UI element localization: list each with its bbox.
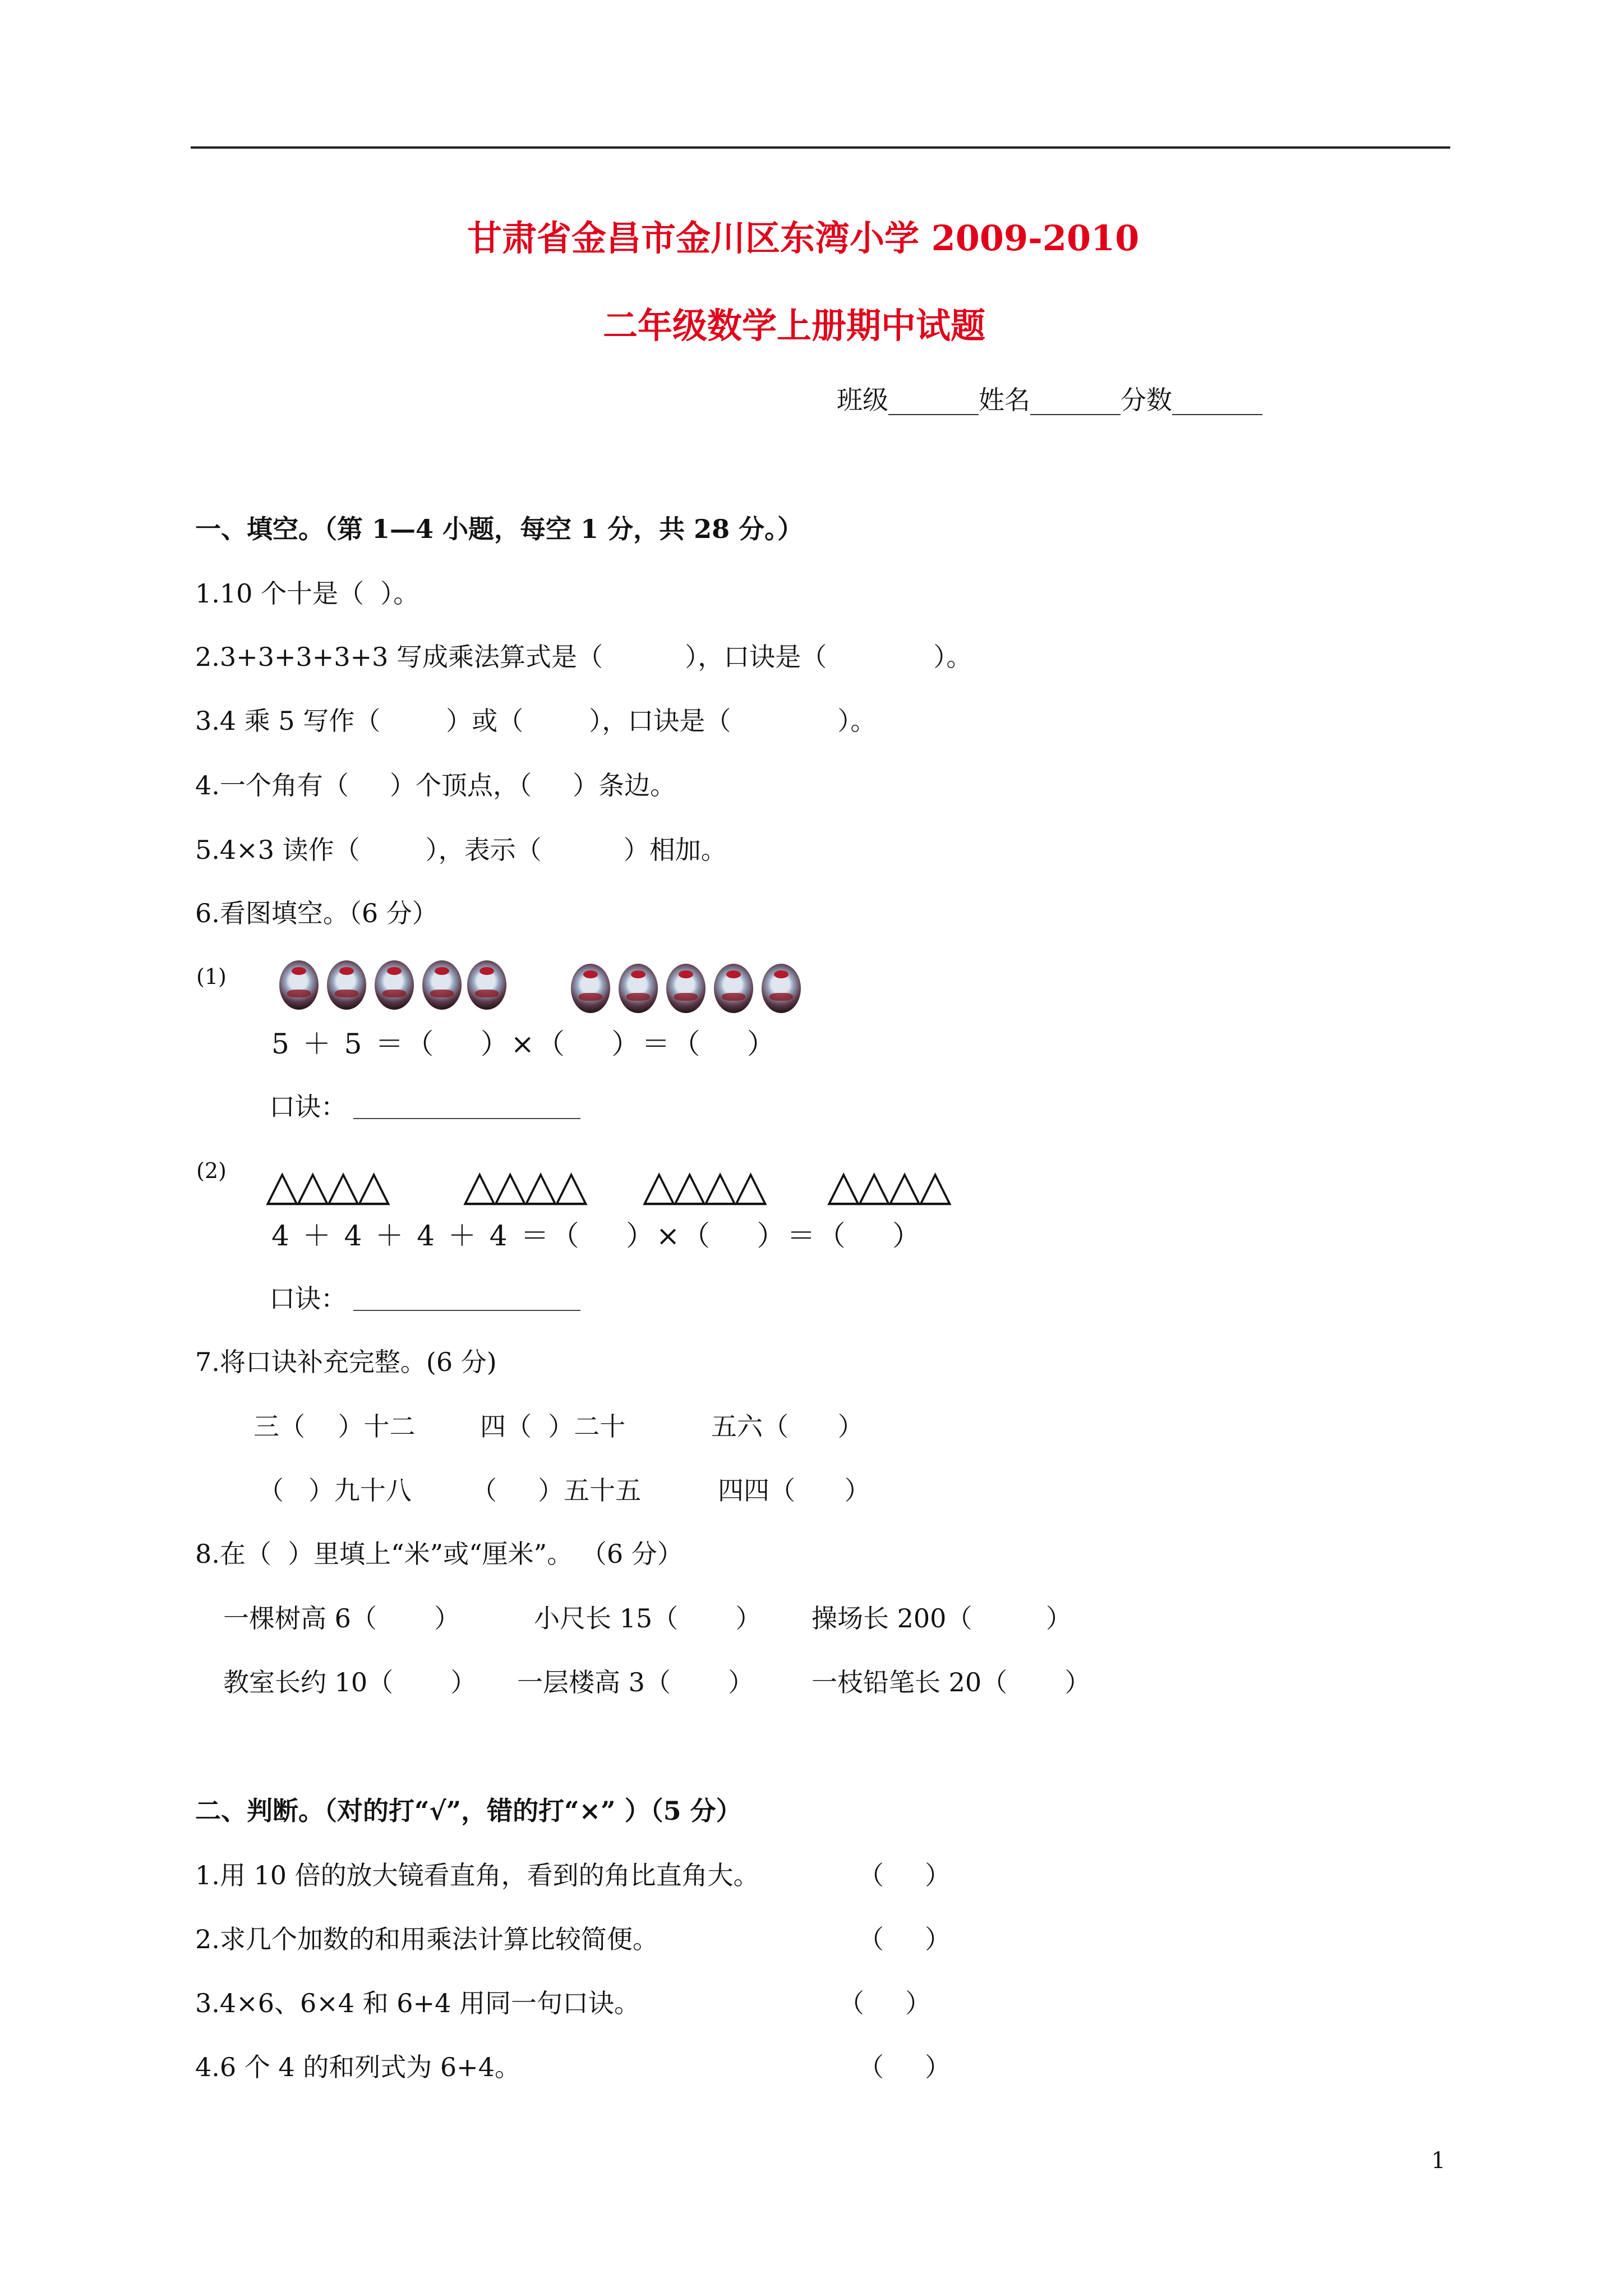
q6-part1-answer-line (353, 1118, 580, 1119)
q7-row1-item3: 五六（ ） (711, 1411, 864, 1442)
judge-item-3-blank: （ ） (838, 1988, 932, 2018)
question-5: 5.4×3 读作（ ），表示（ ）相加。 (195, 835, 727, 865)
ball-icon (666, 964, 706, 1013)
q6-part2-answer-line (353, 1310, 580, 1311)
judge-item-4: 4.6 个 4 的和列式为 6+4。 (195, 2052, 520, 2082)
q8-row2-item3: 一枝铅笔长 20（ ） (811, 1667, 1091, 1697)
triangle-group-1: △△△△ (266, 1160, 388, 1210)
triangle-group-4: △△△△ (827, 1160, 949, 1210)
info-fields: 班级_______姓名_______分数_______ (837, 385, 1262, 415)
ball-icon (375, 960, 414, 1010)
question-4: 4.一个角有（ ）个顶点，（ ）条边。 (195, 770, 676, 800)
q6-part1-equation: 5 ＋ 5 ＝（ ）×（ ）＝（ ） (271, 1028, 777, 1060)
question-2: 2.3+3+3+3+3 写成乘法算式是（ ），口诀是（ ）。 (195, 642, 972, 672)
triangle-group-3: △△△△ (643, 1160, 765, 1210)
section2-heading: 二、判断。（对的打“√”，错的打“×” ）（5 分） (195, 1796, 742, 1826)
q6-part2-label: (2) (196, 1158, 227, 1183)
judge-item-2-blank: （ ） (858, 1924, 951, 1954)
judge-item-4-blank: （ ） (858, 2052, 951, 2082)
question-7: 7.将口诀补充完整。(6 分) (195, 1347, 497, 1377)
section1-heading: 一、填空。（第 1—4 小题，每空 1 分，共 28 分。） (195, 514, 804, 544)
ball-icon (422, 960, 462, 1010)
judge-item-3: 3.4×6、6×4 和 6+4 用同一句口诀。 (195, 1988, 640, 2018)
question-3: 3.4 乘 5 写作（ ）或（ ），口诀是（ ）。 (195, 706, 877, 736)
title-line-1: 甘肃省金昌市金川区东湾小学 2009-2010 (467, 218, 1140, 259)
triangle-group-2: △△△△ (463, 1160, 585, 1210)
ball-icon (714, 964, 753, 1013)
ball-icon (467, 960, 506, 1010)
q8-row1-item2: 小尺长 15（ ） (534, 1603, 762, 1634)
q7-row2-item2: （ ）五十五 (471, 1475, 642, 1506)
ball-icon (762, 964, 801, 1013)
q6-part1-mnemonic-label: 口诀： (269, 1092, 347, 1122)
judge-item-1: 1.用 10 倍的放大镜看直角，看到的角比直角大。 (195, 1860, 759, 1890)
question-8: 8.在（ ）里填上“米”或“厘米”。 （6 分） (195, 1539, 683, 1569)
q6-part2-equation: 4 ＋ 4 ＋ 4 ＋ 4 ＝（ ）×（ ）＝（ ） (271, 1220, 923, 1252)
q6-part2-mnemonic-label: 口诀： (269, 1283, 347, 1314)
q7-row2-item1: （ ）九十八 (258, 1475, 412, 1506)
q8-row2-item2: 一层楼高 3（ ） (517, 1667, 754, 1697)
question-1: 1.10 个十是（ ）。 (195, 578, 419, 609)
q7-row1-item2: 四（ ）二十 (480, 1411, 626, 1442)
q7-row1-item1: 三（ ）十二 (253, 1411, 416, 1442)
header-rule (191, 146, 1450, 149)
q8-row2-item1: 教室长约 10（ ） (223, 1667, 477, 1697)
judge-item-2: 2.求几个加数的和用乘法计算比较简便。 (195, 1924, 658, 1954)
question-6: 6.看图填空。（6 分） (195, 898, 438, 928)
q8-row1-item3: 操场长 200（ ） (811, 1603, 1072, 1634)
judge-item-1-blank: （ ） (858, 1860, 951, 1890)
ball-icon (279, 960, 319, 1010)
q7-row2-item3: 四四（ ） (718, 1475, 870, 1506)
title-line-2: 二年级数学上册期中试题 (603, 305, 986, 346)
ball-icon (571, 964, 610, 1013)
q8-row1-item1: 一棵树高 6（ ） (223, 1603, 460, 1634)
ball-icon (619, 964, 658, 1013)
page-number: 1 (1431, 2148, 1446, 2174)
q6-part1-label: (1) (196, 964, 227, 989)
ball-icon (327, 960, 366, 1010)
